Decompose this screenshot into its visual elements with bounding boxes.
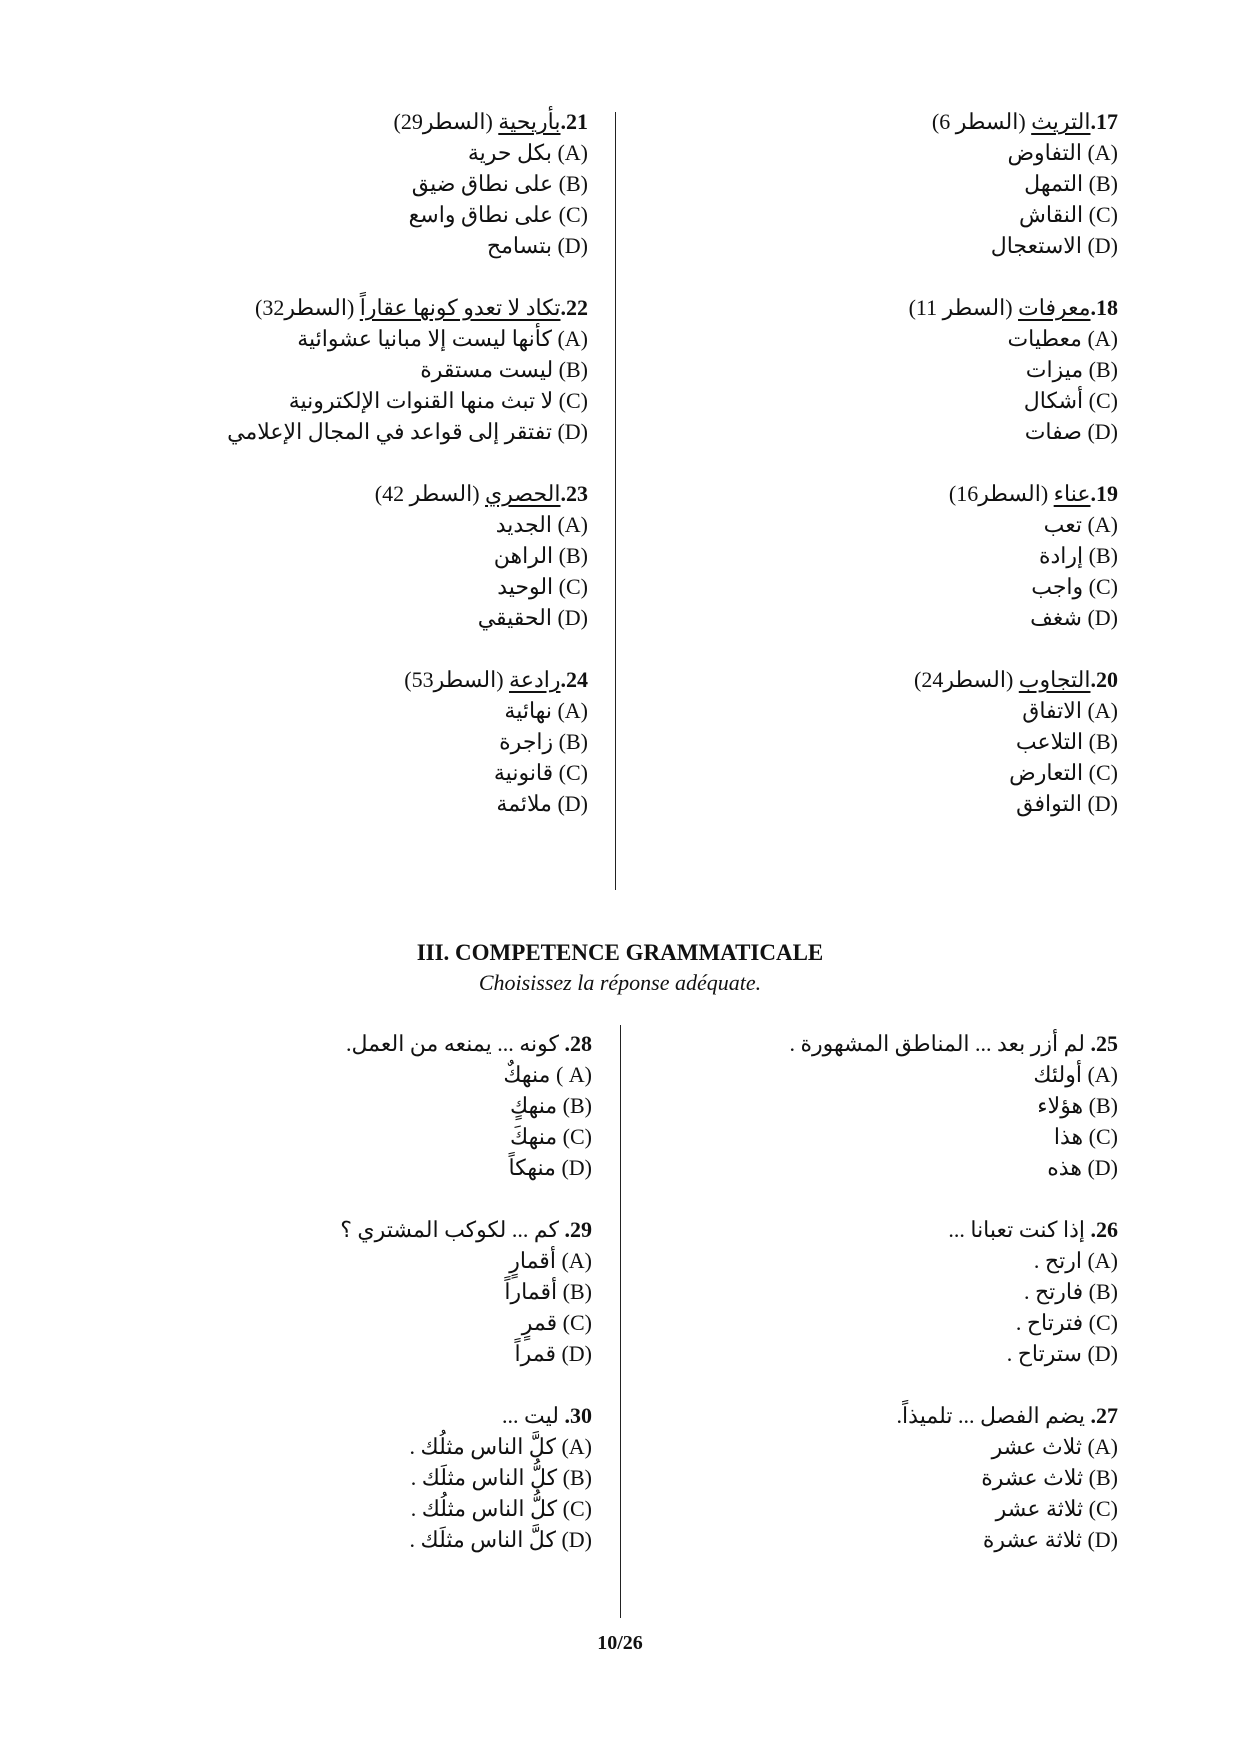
- option-b[interactable]: (B) التمهل: [1024, 171, 1118, 196]
- option-b[interactable]: (B) هؤلاء: [1037, 1093, 1118, 1118]
- option-a[interactable]: (A) الجديد: [495, 512, 588, 537]
- question-text: ليت ...: [502, 1403, 565, 1428]
- option-c[interactable]: (C) قمرٍ: [521, 1310, 592, 1335]
- option-b[interactable]: (B) الراهن: [493, 543, 588, 568]
- option-d[interactable]: (D) سترتاح .: [1006, 1341, 1118, 1366]
- option-b[interactable]: (B) منهكٍ: [510, 1093, 592, 1118]
- question-26: [638, 1214, 1118, 1369]
- option-d[interactable]: (D) الحقيقي: [477, 605, 588, 630]
- vocab-column-left: [88, 106, 588, 850]
- question-number: 17.: [1090, 109, 1118, 134]
- option-d[interactable]: (D) بتسامح: [486, 233, 588, 258]
- option-d[interactable]: (D) صفات: [1024, 419, 1118, 444]
- option-b[interactable]: (B) إرادة: [1038, 543, 1118, 568]
- line-ref: (السطر 42): [374, 481, 486, 506]
- question-number: 25.: [1090, 1031, 1118, 1056]
- option-d[interactable]: (D) التوافق: [1016, 791, 1118, 816]
- option-c[interactable]: (C) النقاش: [1019, 202, 1118, 227]
- question-text: يضم الفصل ... تلميذاً.: [896, 1403, 1091, 1428]
- question-number: 29.: [564, 1217, 592, 1242]
- question-text: إذا كنت تعبانا ...: [948, 1217, 1091, 1242]
- question-23: [88, 478, 588, 633]
- line-ref: (السطر 6): [931, 109, 1032, 134]
- question-text: كونه ... يمنعه من العمل.: [346, 1031, 565, 1056]
- option-a[interactable]: (A) كلَّ الناس مثلُك .: [409, 1434, 592, 1459]
- column-divider-bottom: [620, 1025, 621, 1618]
- target-word: التجاوب: [1018, 667, 1091, 692]
- grammar-column-right: [638, 1028, 1118, 1586]
- option-c[interactable]: (C) قانونية: [493, 760, 588, 785]
- option-a[interactable]: (A) أولئك: [1033, 1062, 1118, 1087]
- option-a[interactable]: (A) معطيات: [1007, 326, 1118, 351]
- line-ref: (السطر 11): [908, 295, 1019, 320]
- question-number: 24.: [560, 667, 588, 692]
- option-a[interactable]: (A) ارتح .: [1033, 1248, 1118, 1273]
- option-c[interactable]: (C) منهكَ: [510, 1124, 592, 1149]
- option-c[interactable]: (C) الوحيد: [497, 574, 588, 599]
- question-27: [638, 1400, 1118, 1555]
- option-c[interactable]: (C) لا تبث منها القنوات الإلكترونية: [288, 388, 588, 413]
- option-c[interactable]: (C) على نطاق واسع: [408, 202, 588, 227]
- page-number: 10/26: [597, 1632, 643, 1654]
- question-22: [88, 292, 588, 447]
- option-a[interactable]: (A) الاتفاق: [1022, 698, 1118, 723]
- option-c[interactable]: (C) هذا: [1053, 1124, 1118, 1149]
- question-text: لم أزر بعد ... المناطق المشهورة .: [789, 1031, 1091, 1056]
- column-divider-top: [615, 112, 616, 890]
- target-word: بأريحية: [498, 109, 561, 134]
- question-number: 21.: [560, 109, 588, 134]
- question-number: 18.: [1090, 295, 1118, 320]
- grammar-column-left: [112, 1028, 592, 1586]
- question-29: [112, 1214, 592, 1369]
- option-a[interactable]: (A) نهائية: [504, 698, 588, 723]
- target-word: رادعة: [509, 667, 561, 692]
- question-17: [638, 106, 1118, 261]
- question-21: [88, 106, 588, 261]
- target-word: تكاد لا تعدو كونها عقاراً: [359, 295, 561, 320]
- question-text: كم ... لكوكب المشتري ؟: [340, 1217, 565, 1242]
- option-c[interactable]: (C) ثلاثة عشر: [995, 1496, 1118, 1521]
- question-number: 27.: [1090, 1403, 1118, 1428]
- section-instruction: Choisissez la réponse adéquate.: [478, 970, 762, 995]
- question-25: [638, 1028, 1118, 1183]
- option-d[interactable]: (D) قمراً: [514, 1341, 592, 1366]
- option-b[interactable]: (B) ثلاث عشرة: [981, 1465, 1118, 1490]
- question-18: [638, 292, 1118, 447]
- question-number: 28.: [564, 1031, 592, 1056]
- target-word: عناء: [1053, 481, 1091, 506]
- option-a[interactable]: (A ) منهكٌ: [503, 1062, 592, 1087]
- option-a[interactable]: (A) ثلاث عشر: [991, 1434, 1118, 1459]
- option-b[interactable]: (B) فارتح .: [1023, 1279, 1118, 1304]
- option-d[interactable]: (D) ملائمة: [496, 791, 588, 816]
- question-19: [638, 478, 1118, 633]
- option-d[interactable]: (D) تفتقر إلى قواعد في المجال الإعلامي: [227, 419, 588, 444]
- question-30: [112, 1400, 592, 1555]
- vocab-column-right: [638, 106, 1118, 850]
- option-c[interactable]: (C) واجب: [1031, 574, 1118, 599]
- option-b[interactable]: (B) أقماراً: [504, 1279, 592, 1304]
- question-number: 30.: [564, 1403, 592, 1428]
- line-ref: (السطر24): [914, 667, 1019, 692]
- option-b[interactable]: (B) ميزات: [1025, 357, 1118, 382]
- option-d[interactable]: (D) شغف: [1030, 605, 1118, 630]
- option-b[interactable]: (B) التلاعب: [1015, 729, 1118, 754]
- option-c[interactable]: (C) أشكال: [1023, 388, 1118, 413]
- line-ref: (السطر16): [948, 481, 1054, 506]
- option-b[interactable]: (B) على نطاق ضيق: [411, 171, 588, 196]
- question-number: 20.: [1090, 667, 1118, 692]
- target-word: معرفات: [1018, 295, 1091, 320]
- line-ref: (السطر32): [254, 295, 360, 320]
- option-d[interactable]: (D) كلَّ الناس مثلَك .: [409, 1527, 592, 1552]
- question-28: [112, 1028, 592, 1183]
- question-number: 19.: [1090, 481, 1118, 506]
- question-number: 22.: [560, 295, 588, 320]
- option-a[interactable]: (A) أقمارٍ: [509, 1248, 592, 1273]
- option-b[interactable]: (B) زاجرة: [499, 729, 588, 754]
- option-a[interactable]: (A) كأنها ليست إلا مبانيا عشوائية: [297, 326, 588, 351]
- question-24: [88, 664, 588, 819]
- option-b[interactable]: (B) ليست مستقرة: [420, 357, 588, 382]
- line-ref: (السطر29): [393, 109, 499, 134]
- question-number: 23.: [560, 481, 588, 506]
- option-c[interactable]: (C) التعارض: [1009, 760, 1118, 785]
- option-c[interactable]: (C) كلُّ الناس مثلُك .: [410, 1496, 592, 1521]
- option-a[interactable]: (A) تعب: [1043, 512, 1118, 537]
- question-20: [638, 664, 1118, 819]
- option-d[interactable]: (D) هذه: [1047, 1155, 1118, 1180]
- line-ref: (السطر53): [404, 667, 510, 692]
- section-title: III. COMPETENCE GRAMMATICALE: [416, 940, 824, 965]
- target-word: التريث: [1031, 109, 1091, 134]
- option-b[interactable]: (B) كلُّ الناس مثلَك .: [410, 1465, 592, 1490]
- target-word: الحصري: [485, 481, 561, 506]
- option-d[interactable]: (D) الاستعجال: [990, 233, 1118, 258]
- option-c[interactable]: (C) فترتاح .: [1015, 1310, 1118, 1335]
- option-a[interactable]: (A) التفاوض: [1007, 140, 1118, 165]
- option-d[interactable]: (D) منهكاً: [508, 1155, 592, 1180]
- question-number: 26.: [1090, 1217, 1118, 1242]
- option-d[interactable]: (D) ثلاثة عشرة: [982, 1527, 1118, 1552]
- option-a[interactable]: (A) بكل حرية: [467, 140, 588, 165]
